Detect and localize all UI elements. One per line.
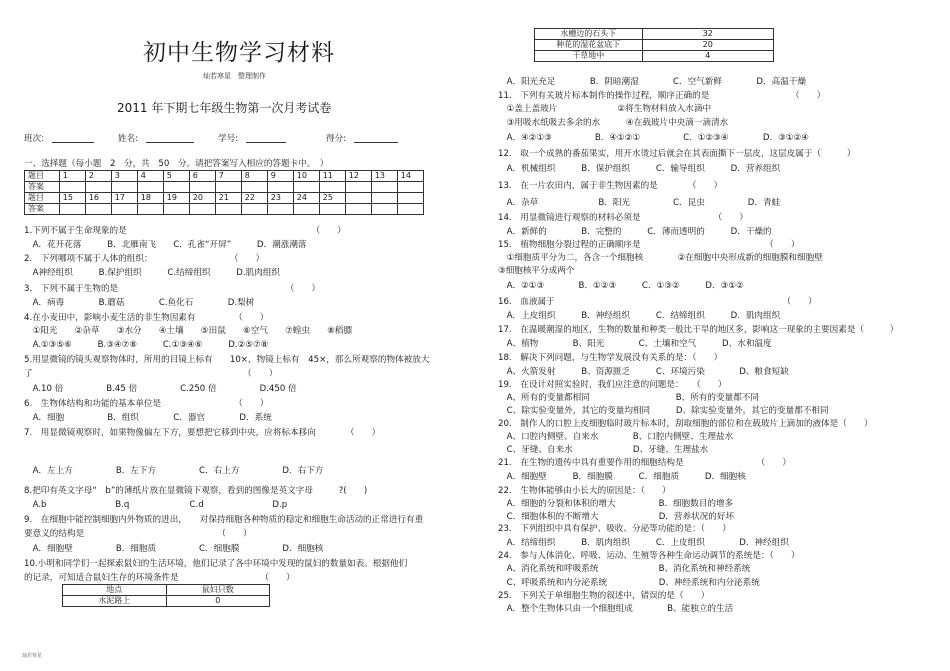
page-subtitle: 灿若寒星 整理制作: [203, 72, 266, 80]
question-line: A．④②①③ B．④①②① C．①②③④ D．③①②④: [498, 133, 809, 143]
question-line: 19. 在设计对照实验时，我们应注意的问题是： （ ）: [498, 380, 727, 390]
question-line: ①阳光 ②杂草 ③水分 ④土壤 ⑤田鼠 ⑥空气 ⑦蝗虫 ⑧稻膘: [24, 326, 353, 336]
question-line: 的记录，可知适合鼠妇生存的环境条件是 （ ）: [24, 573, 295, 583]
question-line: A．结缔组织 B．肌肉组织 C．上皮组织 D．神经组织: [498, 538, 789, 548]
score-field-label: 得分:: [326, 134, 347, 144]
question-line: 23. 下列组织中具有保护、吸收、分泌等功能的是：（ ）: [498, 524, 731, 534]
question-line: A、口腔内侧壁、自来水 B、口腔内侧壁、生理盐水: [498, 432, 734, 442]
page-title: 初中生物学习材料: [143, 40, 335, 66]
question-line: A．花开花落 B．北雁南飞 C．孔雀“开屏” D．潮涨潮落: [24, 240, 307, 250]
question-line: A．上皮组织 B．神经组织 C．结缔组织 D．肌肉组织: [498, 311, 781, 321]
answer-cell[interactable]: [85, 204, 111, 215]
grid-cell: 10: [293, 171, 319, 182]
question-line: A．阳光充足 B．阴暗潮湿 C．空气新鲜 D．高温干燥: [498, 77, 806, 87]
answer-cell[interactable]: [163, 204, 189, 215]
exam-title: 2011 年下期七年级生物第一次月考试卷: [117, 101, 332, 115]
question-line: 20. 制作人的口腔上皮细胞临时玻片标本时，刮取细胞的部位和在载玻片上滴加的液体是（ ）: [498, 419, 873, 429]
question-line: 2. 下列哪项不属于人体的组织： （ ）: [24, 254, 265, 264]
table-cell: 水泥路上: [63, 596, 167, 607]
table-header-row: [63, 585, 270, 596]
question-line: C、呼吸系统和内分泌系统 D、神经系统和内分泌系统: [498, 578, 760, 588]
question-line: A.b B.q C.d D.p: [24, 500, 288, 510]
question-line: 6. 生物体结构和功能的基本单位是 （ ）: [24, 399, 269, 409]
question-line: A．新鲜的 B．完整的 C．薄而透明的 D．干燥的: [498, 227, 772, 237]
question-line: 8.把印有英文字母“ b”的薄纸片放在显微镜下观察，看到的图像是英文字母 ?( ): [24, 486, 368, 496]
score-field-line: [354, 142, 398, 143]
name-field-label: 姓名:: [118, 134, 139, 144]
question-line: C．细胞体积的不断增大 D．营养状况的好坏: [498, 512, 735, 522]
question-line: 15. 植物细胞分裂过程的正确顺序是 （ ）: [498, 240, 800, 250]
question-line: C、除实验变量外，其它的变量均相同 D、除实验变量外，其它的变量都不相同: [498, 406, 829, 416]
grid-cell: 答案: [25, 182, 60, 193]
grid-cell: 9: [267, 171, 293, 182]
grid-cell: 18: [137, 193, 163, 204]
grid-cell: 8: [241, 171, 267, 182]
question-line: ①盖上盖玻片 ②将生物材料放入水滴中: [498, 104, 712, 114]
grid-cell: 4: [137, 171, 163, 182]
question-line: A、消化系统和呼吸系统 B、消化系统和神经系统: [498, 564, 751, 574]
answer-cell[interactable]: [137, 204, 163, 215]
answer-cell[interactable]: [137, 182, 163, 193]
question-line: A．细胞的分裂和体积的增大 B．细胞数目的增多: [498, 499, 734, 509]
answer-cell[interactable]: [215, 182, 241, 193]
question-line: A神经组织 B.保护组织 C.结缔组织 D.肌肉组织: [24, 268, 281, 278]
question-line: A.①③⑤⑥ B.③④⑦⑧ C.①③④⑥ D.②⑤⑦⑧: [24, 340, 269, 350]
question-line: A．整个生物体只由一个细胞组成 B、能独立的生活: [498, 604, 734, 614]
question-line: A．左上方 B．左下方 C．右上方 D．右下方: [24, 466, 324, 476]
question-line: 25. 下列关于单细胞生物的叙述中，错误的是（ ）: [498, 591, 710, 601]
question-line: 11. 下列有关玻片标本制作的操作过程，顺序正确的是 （ ）: [498, 91, 826, 101]
grid-cell: 2: [85, 171, 111, 182]
question-line: A．病毒 B.蘑菇 C.鱼化石 D.梨树: [24, 298, 255, 308]
question-line: ③用吸水纸吸去多余的水 ④在载玻片中央滴一滴清水: [498, 118, 729, 128]
table-cell: 0: [166, 596, 270, 607]
class-field-label: 班次:: [24, 134, 45, 144]
table-header-cell: 地点: [63, 585, 167, 596]
grid-cell: 16: [85, 193, 111, 204]
question-line: C、牙缝、自来水 D、牙缝、生理盐水: [498, 445, 709, 455]
answer-cell[interactable]: [85, 182, 111, 193]
question-line: A．机械组织 B．保护组织 C．输导组织 D．营养组织: [498, 164, 781, 174]
question-line: A.10 倍 B.45 倍 C.250 倍 D.450 倍: [24, 384, 297, 394]
name-field-line: [146, 142, 194, 143]
question-line: A、所有的变量都相同 B、所有的变量都不同: [498, 393, 759, 403]
answer-cell[interactable]: [397, 182, 423, 193]
grid-row: [25, 193, 424, 204]
answer-cell[interactable]: [371, 204, 397, 215]
answer-cell[interactable]: [189, 182, 215, 193]
table-header-cell: 鼠妇只数: [166, 585, 270, 596]
answer-cell[interactable]: [319, 204, 345, 215]
grid-cell: [371, 193, 397, 204]
question-line: 5.用显微镜的镜头观察物体时，所用的目镜上标有 10×，物镜上标有 45×，那么所观察的物体被放大: [24, 355, 430, 365]
grid-cell: 17: [111, 193, 137, 204]
grid-cell: 5: [163, 171, 189, 182]
table-row: [535, 40, 774, 51]
question-line: 4.在小麦田中，影响小麦生活的非生物因素有 （ ）: [24, 313, 269, 323]
footer-mark: 灿若寒星: [22, 653, 43, 659]
grid-cell: 13: [371, 171, 397, 182]
grid-cell: 题目: [25, 171, 60, 182]
question-line: 22. 生物体能够由小长大的原因是：（ ）: [498, 486, 671, 496]
answer-cell[interactable]: [111, 182, 137, 193]
grid-cell: 12: [345, 171, 371, 182]
table-cell: 20: [642, 40, 773, 51]
answer-cell[interactable]: [345, 182, 371, 193]
grid-cell: 6: [189, 171, 215, 182]
question-line: 3. 下列不属于生物的是 （ ）: [24, 284, 321, 294]
question-line: 17. 在温暖潮湿的地区，生物的数量和种类一般比干旱的地区多，影响这一现象的主要因素是（ ）: [498, 325, 899, 335]
question-line: 10.小明和同学们一起探索鼠妇的生活环境，他们记录了各中环境中发现的鼠妇的数量如表。根据他们: [24, 559, 408, 569]
question-line: A．②①③ B．①②③ C．①③② D．③①②: [498, 281, 744, 291]
grid-row: [25, 171, 424, 182]
table-cell: 干草地中: [535, 51, 643, 62]
table-row: [535, 51, 774, 62]
question-line: 24. 参与人体消化、呼吸、运动、生殖等各种生命运动调节的系统是：（ ）: [498, 551, 800, 561]
pillbug-count-table-continued: [534, 28, 774, 62]
table-cell: 水槽边的石头下: [535, 29, 643, 40]
answer-cell[interactable]: [345, 204, 371, 215]
answer-grid: [24, 170, 424, 215]
question-line: A．细胞 B．组织 C．器官 D．系统: [24, 413, 272, 423]
question-line: A、火箭发射 B、资源匮乏 C、环境污染 D、粮食短缺: [498, 367, 789, 377]
answer-cell[interactable]: [319, 182, 345, 193]
answer-cell[interactable]: [215, 204, 241, 215]
question-line: 了 （ ）: [24, 369, 278, 379]
grid-row: [25, 204, 424, 215]
grid-cell: 题目: [25, 193, 60, 204]
answer-cell[interactable]: [59, 204, 85, 215]
grid-cell: 19: [163, 193, 189, 204]
question-line: A．细胞壁 B．细胞质 C．细胞膜 D．细胞核: [24, 544, 324, 554]
answer-cell[interactable]: [59, 182, 85, 193]
answer-cell[interactable]: [293, 204, 319, 215]
question-line: 14. 用显微镜进行观察的材料必须是 （ ）: [498, 213, 748, 223]
table-row: [535, 29, 774, 40]
question-line: ①细胞质平分为二，各含一个细胞核 ②在细胞中央形成新的细胞膜和细胞壁: [498, 253, 823, 263]
question-line: 18. 解决下列问题，与生物学发展没有关系的是：（ ）: [498, 353, 723, 363]
grid-cell: 11: [319, 171, 345, 182]
grid-cell: 7: [215, 171, 241, 182]
grid-cell: 答案: [25, 204, 60, 215]
question-line: 16. 血液属于 （ ）: [498, 297, 817, 307]
table-cell: 32: [642, 29, 773, 40]
answer-cell[interactable]: [267, 204, 293, 215]
grid-row: [25, 182, 424, 193]
grid-cell: 1: [59, 171, 85, 182]
grid-cell: 25: [319, 193, 345, 204]
pillbug-count-table: [62, 584, 270, 607]
answer-cell[interactable]: [293, 182, 319, 193]
student-id-field-line: [246, 142, 286, 143]
grid-cell: 23: [267, 193, 293, 204]
answer-cell[interactable]: [111, 204, 137, 215]
question-line: 13. 在一片农田内，属于非生物因素的是 （ ）: [498, 181, 723, 191]
grid-cell: [397, 193, 423, 204]
section-heading: 一、选择题（每小题 2 分，共 50 分。请把答案写入相应的答题卡中。 ）: [24, 159, 329, 169]
question-line: 21. 在生物的遗传中具有重要作用的细胞结构是 （ ）: [498, 458, 791, 468]
grid-cell: 21: [215, 193, 241, 204]
answer-cell[interactable]: [267, 182, 293, 193]
question-line: A、植物 B、阳光 C、土壤和空气 D、水和温度: [498, 339, 772, 349]
answer-cell[interactable]: [241, 204, 267, 215]
grid-cell: 15: [59, 193, 85, 204]
grid-cell: 22: [241, 193, 267, 204]
question-line: ③细胞核平分成两个: [498, 266, 575, 276]
table-cell: 种花的湿花盆底下: [535, 40, 643, 51]
grid-cell: 3: [111, 171, 137, 182]
question-line: 9. 在细胞中能控制细胞内外物质的进出， 对保持细胞各种物质的稳定和细胞生命活动的正常进行有重: [24, 515, 424, 525]
grid-cell: 24: [293, 193, 319, 204]
answer-cell[interactable]: [371, 182, 397, 193]
table-row: [63, 596, 270, 607]
answer-cell[interactable]: [397, 204, 423, 215]
grid-cell: [345, 193, 371, 204]
student-id-field-label: 学号:: [218, 134, 239, 144]
grid-cell: 14: [397, 171, 423, 182]
question-line: A．杂草 B．阳光 C．昆虫 D．青蛙: [498, 198, 781, 208]
grid-cell: 20: [189, 193, 215, 204]
table-cell: 4: [642, 51, 773, 62]
question-line: 要意义的结构是 （ ）: [24, 529, 252, 539]
question-line: 7. 用显微镜观察时，如果物像偏左下方，要想把它移到中央，应将标本移向 （ ）: [24, 428, 381, 438]
question-line: 1.下列不属于生命现象的是 （ ）: [24, 226, 346, 236]
answer-cell[interactable]: [241, 182, 267, 193]
question-line: 12. 取一个成熟的番茄果实，用开水烫过后就会在其表面撕下一层皮，这层皮属于（ ）: [498, 149, 856, 159]
question-line: A．细胞壁 B．细胞膜 C．细胞质 D．细胞核: [498, 472, 746, 482]
class-field-line: [52, 142, 94, 143]
answer-cell[interactable]: [189, 204, 215, 215]
answer-cell[interactable]: [163, 182, 189, 193]
